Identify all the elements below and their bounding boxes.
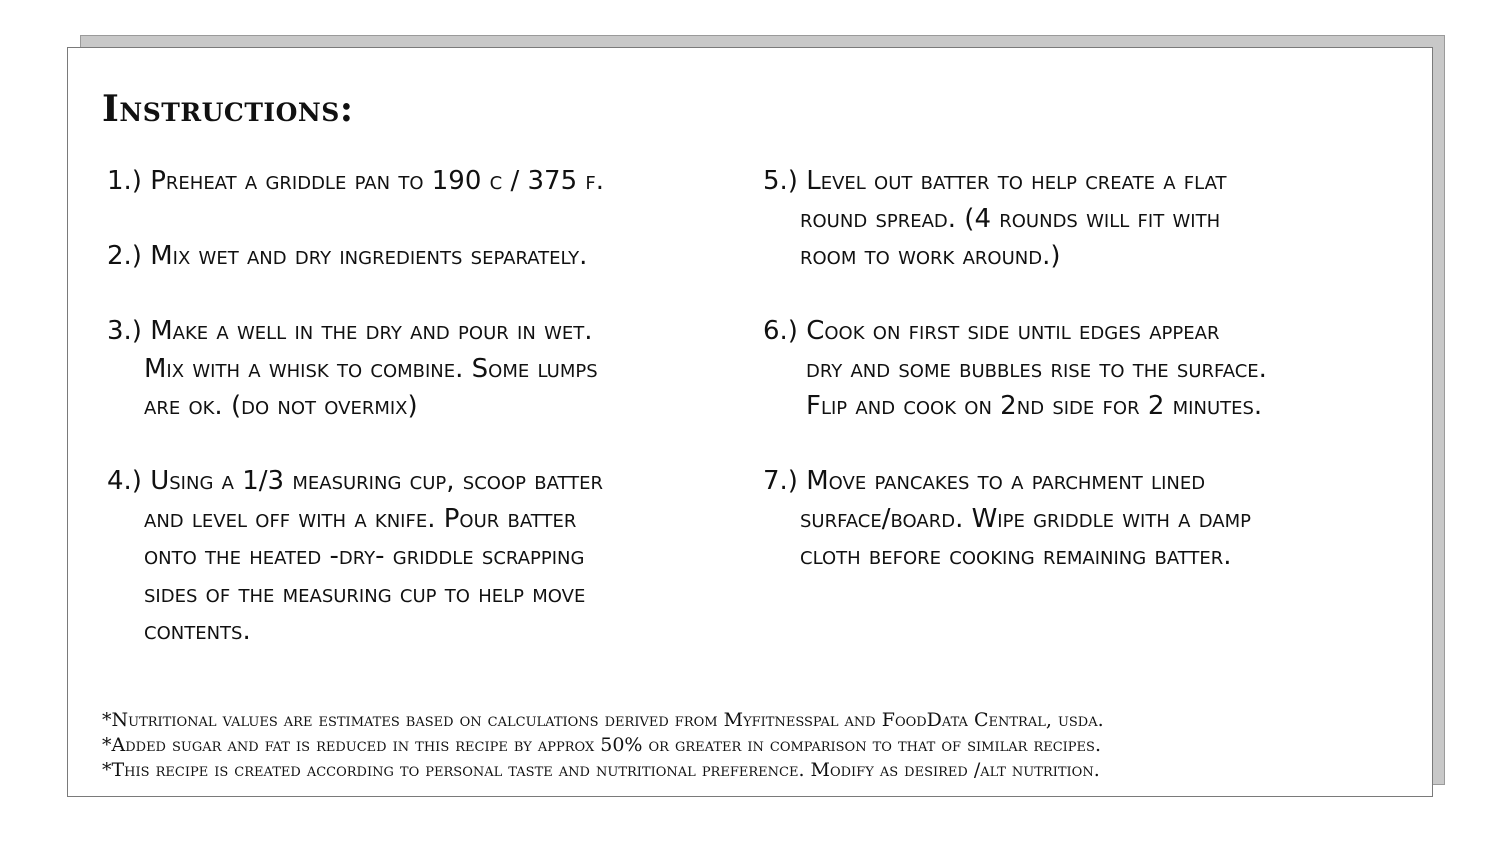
step-text-line: cloth before cooking remaining batter. (800, 541, 1232, 571)
step-text-line: room to work around.) (800, 241, 1061, 271)
step-2 (107, 238, 587, 276)
step-text-line: Level out batter to help create a flat (806, 166, 1227, 196)
step-1 (107, 163, 604, 201)
footnotes (102, 708, 1104, 783)
step-text-line: and level off with a knife. Pour batter (144, 503, 577, 534)
step-text-line: surface/board. Wipe griddle with a damp (800, 503, 1251, 534)
step-number: 4.) (107, 466, 142, 496)
step-number: 7.) (763, 466, 798, 496)
step-text-line: contents. (144, 616, 251, 646)
step-text-line: Flip and cook on 2nd side for 2 minutes. (806, 391, 1263, 421)
step-text-line: onto the heated -dry- griddle scrapping (144, 541, 585, 571)
step-5 (763, 163, 1227, 276)
step-text-line: are ok. (do not overmix) (144, 391, 418, 421)
step-6 (763, 313, 1267, 426)
step-number: 6.) (763, 316, 798, 346)
footnote-personal-preference: *This recipe is created according to personal taste and nutritional preference. Modify as desired /alt nutrition. (102, 759, 1100, 781)
step-text-line: Mix wet and dry ingredients separately. (150, 241, 588, 271)
instructions-card (67, 47, 1433, 797)
step-text-line: round spread. (4 rounds will fit with (800, 203, 1221, 234)
footnote-nutrition-source: *Nutritional values are estimates based on calculations derived from Myfitnesspal and FoodData Central, usda. (102, 709, 1104, 731)
step-text-line: Mix with a whisk to combine. Some lumps (144, 353, 598, 384)
step-text-line: Using a 1/3 measuring cup, scoop batter (150, 466, 604, 496)
step-number: 3.) (107, 316, 142, 346)
footnote-reduced-sugar: *Added sugar and fat is reduced in this recipe by approx 50% or greater in comparison to that of similar recipes. (102, 734, 1101, 756)
step-text-line: sides of the measuring cup to help move (144, 578, 586, 609)
step-number: 2.) (107, 241, 142, 271)
step-text-line: Move pancakes to a parchment lined (806, 466, 1206, 496)
step-7 (763, 463, 1251, 576)
step-text-line: Cook on first side until edges appear (806, 316, 1220, 346)
step-text-line: Make a well in the dry and pour in wet. (150, 316, 593, 346)
step-number: 5.) (763, 166, 798, 196)
instructions-heading: Instructions: (102, 88, 354, 130)
step-text-line: dry and some bubbles rise to the surface. (806, 353, 1267, 384)
step-text-line: Preheat a griddle pan to 190 c / 375 f. (150, 166, 605, 196)
step-number: 1.) (107, 166, 142, 196)
step-4 (107, 463, 603, 651)
step-3 (107, 313, 598, 426)
